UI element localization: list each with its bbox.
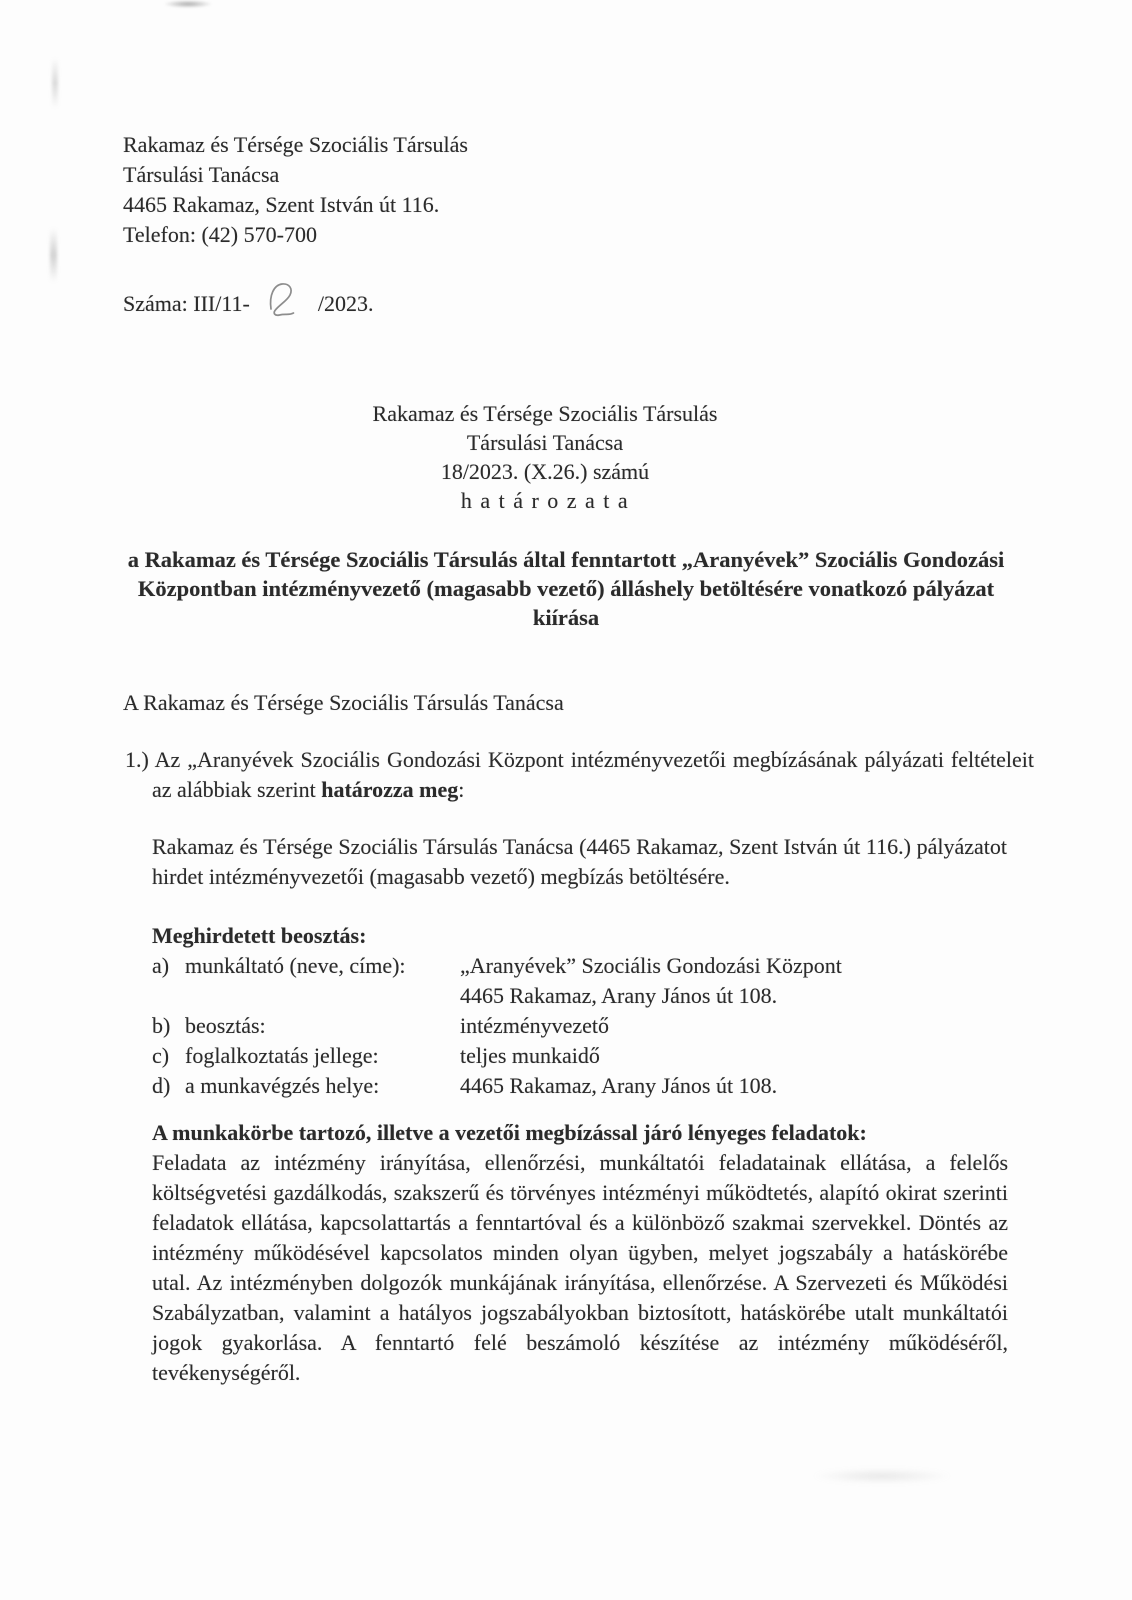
- list-item-marker: b): [152, 1013, 171, 1038]
- letterhead-phone: Telefon: (42) 570-700: [123, 222, 317, 247]
- position-section: [152, 921, 1012, 1101]
- list-item-marker: a): [152, 953, 170, 978]
- reference-suffix: /2023.: [317, 291, 374, 316]
- reference-prefix: Száma: III/11-: [123, 291, 250, 316]
- announcement-paragraph: Rakamaz és Térsége Szociális Társulás Tanácsa (4465 Rakamaz, Szent István út 116.) pályázatot hirdet intézményvezetői (magasabb vezető) megbízás betöltésére.: [152, 834, 1007, 889]
- scan-artifact: [52, 58, 58, 108]
- duties-body-paragraph: Feladata az intézmény irányítása, ellenőrzési, munkáltatói feladatainak ellátása, a felelős költségvetési gazdálkodás, szakszerű és törvényes intézményi működtetés, alapító okirat szerinti feladatok ellátása, kapcsolattartás a fenntartóval és a különböző szakmai szervekkel. Döntés az intézmény működésével kapcsolatos minden olyan ügyben, melyet jogszabály a hatáskörébe utal. Az intézményben dolgozók munkájának irányítása, ellenőrzése. A Szervezeti és Működési Szabályzatban, valamint a hatályos jogszabályokban biztosított, hatáskörébe utalt munkáltatói jogok gyakorlása. A fenntartó felé beszámoló készítése az intézmény működéséről, tevékenységéről.: [152, 1150, 1008, 1385]
- list-item-label: foglalkoztatás jellege:: [185, 1043, 379, 1068]
- list-item-marker: d): [152, 1073, 171, 1098]
- decision-heading: [0, 399, 1090, 515]
- item-1-lead-text: Az „Aranyévek Szociális Gondozási Központ intézményvezetői megbízásának pályázati feltételeit az alábbiak szerint: [148, 747, 1034, 802]
- letterhead: [123, 130, 468, 250]
- item-1-number: 1.): [125, 747, 149, 772]
- subject-title: a Rakamaz és Térsége Szociális Társulás által fenntartott „Aranyévek” Szociális Gondozási Központban intézményvezető (magasabb vezető) álláshely betöltésére vonatkozó pályázat kiírása: [127, 547, 1005, 630]
- scan-artifact: [50, 228, 57, 282]
- list-item-label: beosztás:: [185, 1013, 266, 1038]
- letterhead-council-name: Társulási Tanácsa: [123, 162, 280, 187]
- reference-number-line: [123, 277, 373, 321]
- item-1-tail: :: [458, 777, 465, 802]
- duties-section: [152, 1118, 1008, 1388]
- decision-word: h a t á r o z a t a: [460, 488, 630, 513]
- scan-artifact: [164, 0, 212, 8]
- handwritten-number-mark: [262, 277, 302, 321]
- list-item-value: teljes munkaidő: [460, 1043, 600, 1068]
- list-item-value: intézményvezető: [460, 1013, 610, 1038]
- list-item-value: [460, 951, 1012, 1011]
- intro-line: A Rakamaz és Térsége Szociális Társulás Tanácsa: [123, 690, 564, 715]
- employer-address: 4465 Rakamaz, Arany János út 108.: [460, 983, 778, 1008]
- position-list: [152, 951, 1012, 1101]
- scan-artifact: [812, 1468, 952, 1484]
- decision-heading-council: Társulási Tanácsa: [466, 430, 624, 455]
- decision-number: 18/2023. (X.26.) számú: [440, 459, 650, 484]
- item-1-bold-phrase: határozza meg: [321, 777, 459, 802]
- decision-heading-org: Rakamaz és Térsége Szociális Társulás: [372, 401, 718, 426]
- employer-name: „Aranyévek” Szociális Gondozási Központ: [460, 953, 842, 978]
- list-item-label: munkáltató (neve, címe):: [185, 953, 406, 978]
- letterhead-address: 4465 Rakamaz, Szent István út 116.: [123, 192, 440, 217]
- list-item-label: a munkavégzés helye:: [185, 1073, 380, 1098]
- letterhead-org-name: Rakamaz és Térsége Szociális Társulás: [123, 132, 468, 157]
- list-item-marker: c): [152, 1043, 170, 1068]
- item-1-paragraph: [125, 745, 1034, 805]
- list-item-value: 4465 Rakamaz, Arany János út 108.: [460, 1073, 778, 1098]
- duties-section-heading: A munkakörbe tartozó, illetve a vezetői megbízással járó lényeges feladatok:: [152, 1120, 867, 1145]
- position-section-heading: Meghirdetett beosztás:: [152, 923, 367, 948]
